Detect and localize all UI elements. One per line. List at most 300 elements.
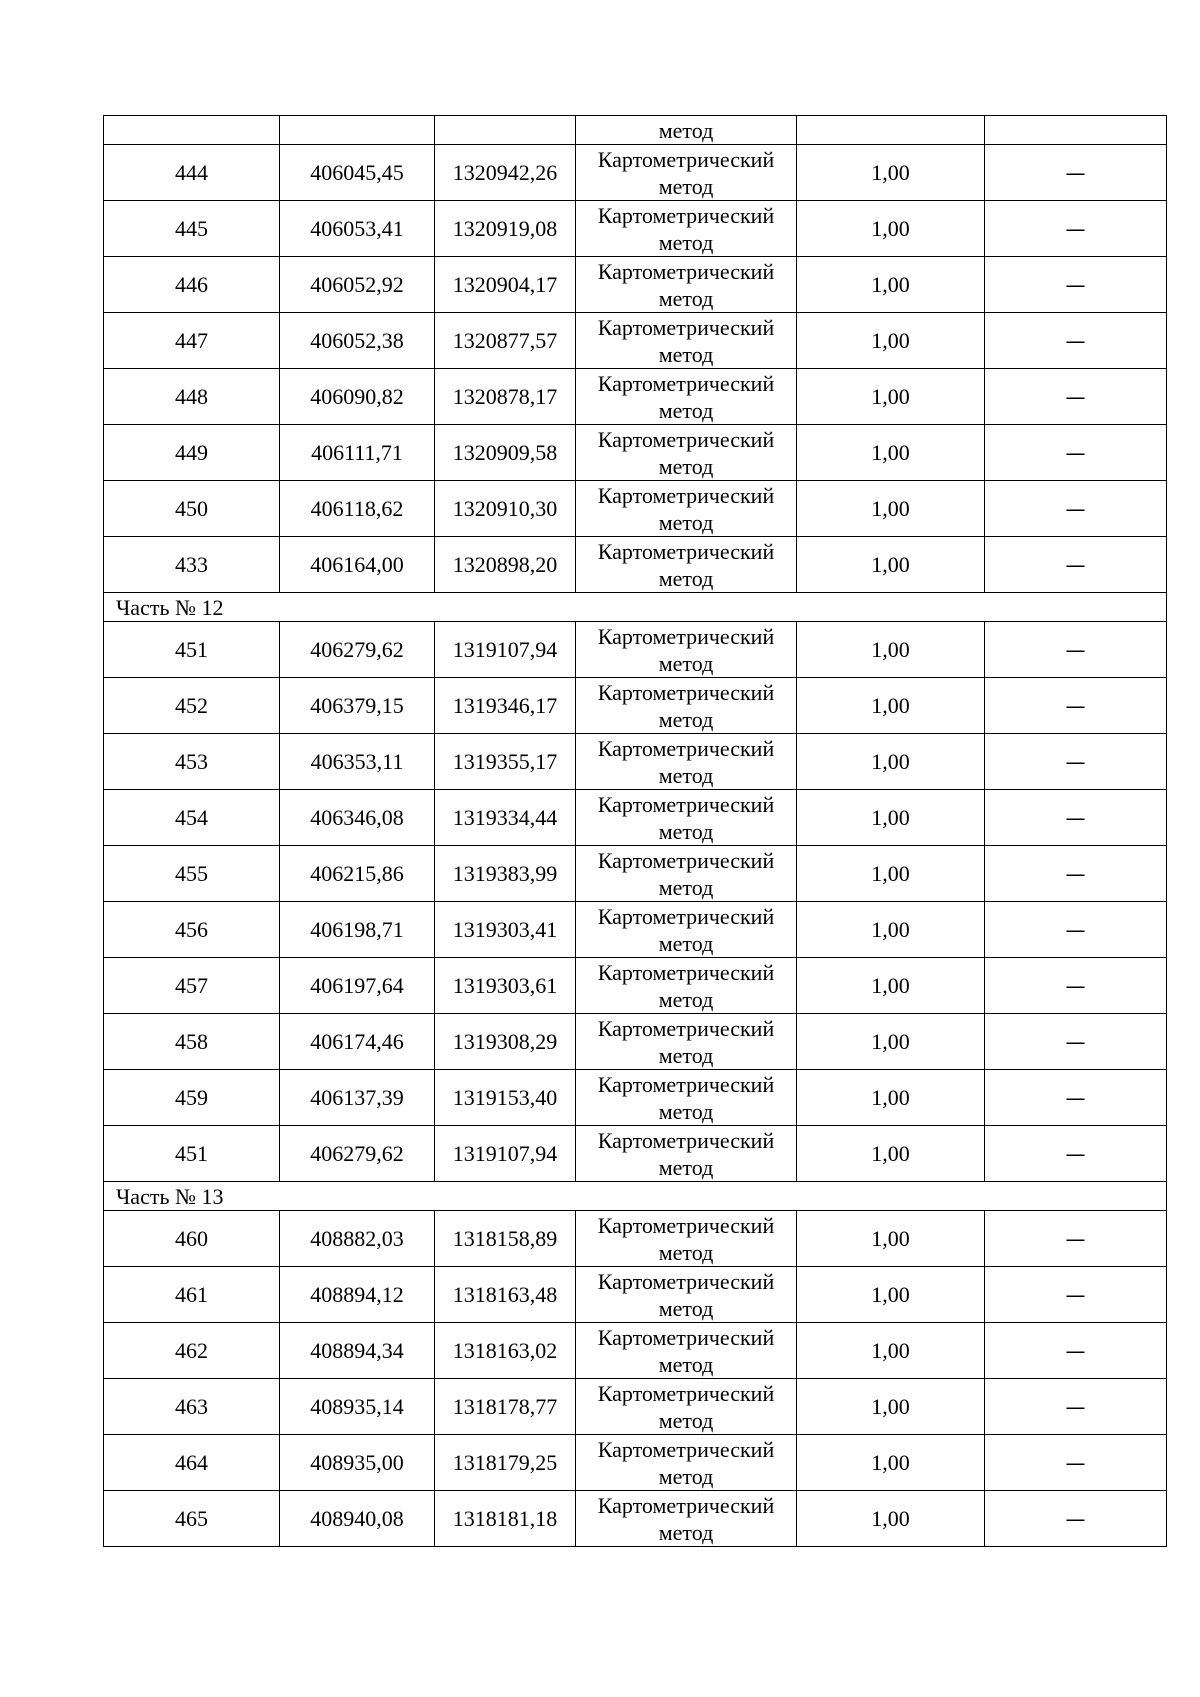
point-number-text: 460 [175, 1226, 208, 1251]
note-text: — [1065, 552, 1086, 577]
method-cell [576, 313, 797, 369]
note-text: — [1065, 1394, 1086, 1419]
note-cell [985, 958, 1167, 1014]
note-cell [985, 1267, 1167, 1323]
y-coordinate-text: 1319303,61 [452, 973, 558, 998]
x-coordinate-text: 406379,15 [310, 693, 404, 718]
y-coordinate-cell [435, 481, 576, 537]
x-coordinate-text: 406052,38 [310, 328, 404, 353]
accuracy-text: 1,00 [871, 1282, 910, 1307]
point-number-cell [104, 481, 280, 537]
y-coordinate-cell [435, 1379, 576, 1435]
method-text: Картометрический метод [597, 1324, 775, 1377]
note-cell [985, 257, 1167, 313]
method-cell [576, 1491, 797, 1547]
y-coordinate-cell [435, 958, 576, 1014]
method-text: Картометрический метод [597, 959, 775, 1012]
method-cell [576, 1070, 797, 1126]
point-number-cell [104, 425, 280, 481]
accuracy-cell [797, 958, 985, 1014]
accuracy-text: 1,00 [871, 1394, 910, 1419]
method-text: Картометрический метод [597, 791, 775, 844]
point-number-cell [104, 201, 280, 257]
method-cell [576, 369, 797, 425]
point-number-text: 462 [175, 1338, 208, 1363]
accuracy-cell [797, 537, 985, 593]
point-number-text: 459 [175, 1085, 208, 1110]
accuracy-text: 1,00 [871, 1141, 910, 1166]
section-row [104, 593, 1167, 622]
y-coordinate-text: 1319346,17 [452, 693, 558, 718]
point-number-cell [104, 1435, 280, 1491]
x-coordinate-cell [280, 1014, 435, 1070]
method-text: Картометрический метод [597, 538, 775, 591]
y-coordinate-text: 1318163,02 [452, 1338, 558, 1363]
note-text: — [1065, 440, 1086, 465]
y-coordinate-cell [435, 902, 576, 958]
x-coordinate-cell [280, 1435, 435, 1491]
point-number-text: 448 [175, 384, 208, 409]
table-row [104, 1323, 1167, 1379]
method-text: Картометрический метод [597, 482, 775, 535]
table-row [104, 958, 1167, 1014]
x-coordinate-text: 406197,64 [310, 973, 404, 998]
method-cell [576, 902, 797, 958]
accuracy-cell [797, 1267, 985, 1323]
accuracy-text: 1,00 [871, 637, 910, 662]
point-number-cell [104, 734, 280, 790]
point-number-cell [104, 313, 280, 369]
x-coordinate-cell [280, 790, 435, 846]
table-row [104, 1211, 1167, 1267]
table-row [104, 902, 1167, 958]
table-row [104, 846, 1167, 902]
point-number-cell [104, 958, 280, 1014]
x-coordinate-cell [280, 537, 435, 593]
accuracy-text: 1,00 [871, 1029, 910, 1054]
point-number-cell [104, 1323, 280, 1379]
y-coordinate-text: 1319308,29 [452, 1029, 558, 1054]
point-number-text: 446 [175, 272, 208, 297]
x-coordinate-text: 406198,71 [310, 917, 404, 942]
accuracy-text: 1,00 [871, 749, 910, 774]
note-cell [985, 678, 1167, 734]
table-row [104, 1491, 1167, 1547]
x-coordinate-text: 406090,82 [310, 384, 404, 409]
point-number-cell [104, 145, 280, 201]
method-cell [576, 481, 797, 537]
note-cell [985, 734, 1167, 790]
method-cell [576, 678, 797, 734]
method-cell [576, 1435, 797, 1491]
x-coordinate-text: 408894,12 [310, 1282, 404, 1307]
table-row [104, 1014, 1167, 1070]
note-text: — [1065, 384, 1086, 409]
y-coordinate-text: 1320942,26 [452, 160, 558, 185]
x-coordinate-text: 408935,00 [310, 1450, 404, 1475]
table-row [104, 257, 1167, 313]
note-text: — [1065, 1141, 1086, 1166]
point-number-text: 449 [175, 440, 208, 465]
method-cell [576, 1211, 797, 1267]
x-coordinate-cell [280, 1323, 435, 1379]
method-text: Картометрический метод [597, 146, 775, 199]
method-text: Картометрический метод [597, 1015, 775, 1068]
point-number-text: 463 [175, 1394, 208, 1419]
table-body [104, 116, 1167, 1547]
y-coordinate-cell [435, 369, 576, 425]
method-cell [576, 1126, 797, 1182]
x-coordinate-cell [280, 902, 435, 958]
point-number-cell [104, 846, 280, 902]
y-coordinate-text: 1318163,48 [452, 1282, 558, 1307]
method-cell [576, 425, 797, 481]
y-coordinate-cell [435, 1126, 576, 1182]
section-row [104, 1182, 1167, 1211]
empty-cell [797, 116, 985, 145]
table-row [104, 1070, 1167, 1126]
method-text: Картометрический метод [597, 847, 775, 900]
y-coordinate-text: 1320904,17 [452, 272, 558, 297]
y-coordinate-text: 1320909,58 [452, 440, 558, 465]
note-cell [985, 622, 1167, 678]
note-text: — [1065, 1029, 1086, 1054]
note-text: — [1065, 272, 1086, 297]
note-text: — [1065, 160, 1086, 185]
point-number-cell [104, 1014, 280, 1070]
method-text: Картометрический метод [597, 623, 775, 676]
x-coordinate-text: 408935,14 [310, 1394, 404, 1419]
method-cell [576, 537, 797, 593]
x-coordinate-text: 406279,62 [310, 1141, 404, 1166]
note-text: — [1065, 1085, 1086, 1110]
point-number-cell [104, 622, 280, 678]
point-number-text: 451 [175, 637, 208, 662]
point-number-text: 451 [175, 1141, 208, 1166]
method-cell [576, 1267, 797, 1323]
x-coordinate-text: 406052,92 [310, 272, 404, 297]
note-text: — [1065, 328, 1086, 353]
note-text: — [1065, 1450, 1086, 1475]
coordinates-table [103, 115, 1167, 1547]
y-coordinate-cell [435, 201, 576, 257]
method-text: Картометрический метод [597, 1212, 775, 1265]
note-cell [985, 1014, 1167, 1070]
accuracy-text: 1,00 [871, 272, 910, 297]
x-coordinate-cell [280, 257, 435, 313]
accuracy-text: 1,00 [871, 805, 910, 830]
note-text: — [1065, 749, 1086, 774]
y-coordinate-text: 1318158,89 [452, 1226, 558, 1251]
method-text: Картометрический метод [597, 679, 775, 732]
note-text: — [1065, 1282, 1086, 1307]
point-number-text: 465 [175, 1506, 208, 1531]
section-title: Часть № 13 [104, 1182, 1167, 1211]
table-row [104, 1435, 1167, 1491]
table-row [104, 678, 1167, 734]
accuracy-cell [797, 1491, 985, 1547]
table-row [104, 481, 1167, 537]
point-number-text: 464 [175, 1450, 208, 1475]
accuracy-cell [797, 201, 985, 257]
note-cell [985, 1435, 1167, 1491]
y-coordinate-cell [435, 1211, 576, 1267]
x-coordinate-cell [280, 1126, 435, 1182]
y-coordinate-cell [435, 1267, 576, 1323]
note-cell [985, 425, 1167, 481]
y-coordinate-text: 1319107,94 [452, 1141, 558, 1166]
note-text: — [1065, 1338, 1086, 1363]
accuracy-cell [797, 790, 985, 846]
note-cell [985, 902, 1167, 958]
point-number-text: 454 [175, 805, 208, 830]
x-coordinate-cell [280, 369, 435, 425]
empty-cell [280, 116, 435, 145]
table-row [104, 313, 1167, 369]
x-coordinate-cell [280, 1211, 435, 1267]
x-coordinate-cell [280, 678, 435, 734]
note-cell [985, 201, 1167, 257]
point-number-cell [104, 1070, 280, 1126]
x-coordinate-cell [280, 425, 435, 481]
y-coordinate-cell [435, 145, 576, 201]
accuracy-cell [797, 369, 985, 425]
y-coordinate-text: 1320898,20 [452, 552, 558, 577]
x-coordinate-cell [280, 313, 435, 369]
y-coordinate-text: 1319107,94 [452, 637, 558, 662]
y-coordinate-cell [435, 1014, 576, 1070]
note-cell [985, 537, 1167, 593]
x-coordinate-text: 406174,46 [310, 1029, 404, 1054]
table-row [104, 369, 1167, 425]
accuracy-cell [797, 846, 985, 902]
y-coordinate-cell [435, 1435, 576, 1491]
point-number-text: 450 [175, 496, 208, 521]
point-number-text: 444 [175, 160, 208, 185]
y-coordinate-text: 1319334,44 [452, 805, 558, 830]
y-coordinate-text: 1319303,41 [452, 917, 558, 942]
point-number-cell [104, 678, 280, 734]
note-cell [985, 1379, 1167, 1435]
accuracy-cell [797, 145, 985, 201]
accuracy-cell [797, 1126, 985, 1182]
table-row [104, 734, 1167, 790]
table-row [104, 145, 1167, 201]
note-cell [985, 369, 1167, 425]
point-number-cell [104, 369, 280, 425]
note-cell [985, 145, 1167, 201]
y-coordinate-cell [435, 537, 576, 593]
table-row [104, 537, 1167, 593]
method-cell [576, 145, 797, 201]
accuracy-text: 1,00 [871, 496, 910, 521]
x-coordinate-text: 406053,41 [310, 216, 404, 241]
x-coordinate-cell [280, 145, 435, 201]
y-coordinate-cell [435, 1491, 576, 1547]
method-text: Картометрический метод [597, 1436, 775, 1489]
point-number-text: 461 [175, 1282, 208, 1307]
method-text: Картометрический метод [597, 1127, 775, 1180]
y-coordinate-cell [435, 846, 576, 902]
x-coordinate-cell [280, 1267, 435, 1323]
note-text: — [1065, 637, 1086, 662]
method-cell [576, 734, 797, 790]
method-text: Картометрический метод [597, 1492, 775, 1545]
y-coordinate-cell [435, 622, 576, 678]
accuracy-cell [797, 425, 985, 481]
note-text: — [1065, 1506, 1086, 1531]
accuracy-cell [797, 902, 985, 958]
table-row [104, 622, 1167, 678]
continuation-method-cell: метод [576, 116, 797, 145]
y-coordinate-text: 1319383,99 [452, 861, 558, 886]
note-cell [985, 790, 1167, 846]
note-cell [985, 1070, 1167, 1126]
point-number-text: 447 [175, 328, 208, 353]
method-cell [576, 958, 797, 1014]
method-cell [576, 622, 797, 678]
y-coordinate-text: 1318178,77 [452, 1394, 558, 1419]
accuracy-text: 1,00 [871, 917, 910, 942]
note-text: — [1065, 973, 1086, 998]
point-number-text: 457 [175, 973, 208, 998]
point-number-cell [104, 1211, 280, 1267]
note-text: — [1065, 805, 1086, 830]
point-number-cell [104, 257, 280, 313]
accuracy-text: 1,00 [871, 384, 910, 409]
note-text: — [1065, 1226, 1086, 1251]
accuracy-cell [797, 257, 985, 313]
x-coordinate-text: 406137,39 [310, 1085, 404, 1110]
x-coordinate-cell [280, 846, 435, 902]
x-coordinate-cell [280, 201, 435, 257]
note-text: — [1065, 496, 1086, 521]
point-number-text: 456 [175, 917, 208, 942]
y-coordinate-text: 1318181,18 [452, 1506, 558, 1531]
continuation-row [104, 116, 1167, 145]
y-coordinate-text: 1319355,17 [452, 749, 558, 774]
note-cell [985, 481, 1167, 537]
note-cell [985, 1323, 1167, 1379]
accuracy-cell [797, 481, 985, 537]
accuracy-text: 1,00 [871, 328, 910, 353]
point-number-text: 458 [175, 1029, 208, 1054]
y-coordinate-text: 1320910,30 [452, 496, 558, 521]
y-coordinate-cell [435, 425, 576, 481]
note-cell [985, 1126, 1167, 1182]
method-cell [576, 1379, 797, 1435]
note-text: — [1065, 917, 1086, 942]
table-row [104, 425, 1167, 481]
y-coordinate-text: 1320919,08 [452, 216, 558, 241]
y-coordinate-text: 1320877,57 [452, 328, 558, 353]
accuracy-text: 1,00 [871, 440, 910, 465]
x-coordinate-cell [280, 1070, 435, 1126]
accuracy-cell [797, 1014, 985, 1070]
method-text: Картометрический метод [597, 202, 775, 255]
x-coordinate-text: 408882,03 [310, 1226, 404, 1251]
table-row [104, 1126, 1167, 1182]
table-row [104, 201, 1167, 257]
accuracy-text: 1,00 [871, 216, 910, 241]
x-coordinate-cell [280, 622, 435, 678]
accuracy-text: 1,00 [871, 1338, 910, 1363]
point-number-text: 455 [175, 861, 208, 886]
point-number-cell [104, 790, 280, 846]
method-text: Картометрический метод [597, 1268, 775, 1321]
note-text: — [1065, 216, 1086, 241]
x-coordinate-text: 406215,86 [310, 861, 404, 886]
accuracy-text: 1,00 [871, 693, 910, 718]
method-text: Картометрический метод [597, 1071, 775, 1124]
y-coordinate-cell [435, 313, 576, 369]
accuracy-text: 1,00 [871, 861, 910, 886]
point-number-cell [104, 1126, 280, 1182]
accuracy-cell [797, 1379, 985, 1435]
section-title: Часть № 12 [104, 593, 1167, 622]
method-text: Картометрический метод [597, 314, 775, 367]
empty-cell [435, 116, 576, 145]
method-text: Картометрический метод [597, 258, 775, 311]
y-coordinate-cell [435, 790, 576, 846]
accuracy-cell [797, 678, 985, 734]
table-row [104, 1379, 1167, 1435]
accuracy-cell [797, 1435, 985, 1491]
point-number-cell [104, 537, 280, 593]
y-coordinate-cell [435, 1070, 576, 1126]
method-cell [576, 1014, 797, 1070]
note-text: — [1065, 861, 1086, 886]
note-cell [985, 1491, 1167, 1547]
note-text: — [1065, 693, 1086, 718]
point-number-text: 452 [175, 693, 208, 718]
accuracy-text: 1,00 [871, 1226, 910, 1251]
x-coordinate-text: 406111,71 [311, 440, 403, 465]
table-row [104, 790, 1167, 846]
note-cell [985, 846, 1167, 902]
y-coordinate-cell [435, 734, 576, 790]
method-text: Картометрический метод [597, 370, 775, 423]
x-coordinate-text: 406346,08 [310, 805, 404, 830]
y-coordinate-cell [435, 257, 576, 313]
x-coordinate-cell [280, 1491, 435, 1547]
x-coordinate-text: 406164,00 [310, 552, 404, 577]
point-number-text: 445 [175, 216, 208, 241]
accuracy-cell [797, 1211, 985, 1267]
accuracy-text: 1,00 [871, 973, 910, 998]
accuracy-text: 1,00 [871, 1450, 910, 1475]
accuracy-cell [797, 1323, 985, 1379]
accuracy-cell [797, 313, 985, 369]
point-number-cell [104, 1267, 280, 1323]
x-coordinate-cell [280, 1379, 435, 1435]
accuracy-cell [797, 1070, 985, 1126]
accuracy-text: 1,00 [871, 1506, 910, 1531]
x-coordinate-text: 406045,45 [310, 160, 404, 185]
point-number-cell [104, 902, 280, 958]
point-number-text: 453 [175, 749, 208, 774]
method-cell [576, 1323, 797, 1379]
empty-cell [104, 116, 280, 145]
x-coordinate-text: 406118,62 [310, 496, 404, 521]
x-coordinate-text: 408940,08 [310, 1506, 404, 1531]
accuracy-cell [797, 622, 985, 678]
note-cell [985, 1211, 1167, 1267]
y-coordinate-cell [435, 678, 576, 734]
x-coordinate-text: 408894,34 [310, 1338, 404, 1363]
method-cell [576, 257, 797, 313]
y-coordinate-text: 1319153,40 [452, 1085, 558, 1110]
